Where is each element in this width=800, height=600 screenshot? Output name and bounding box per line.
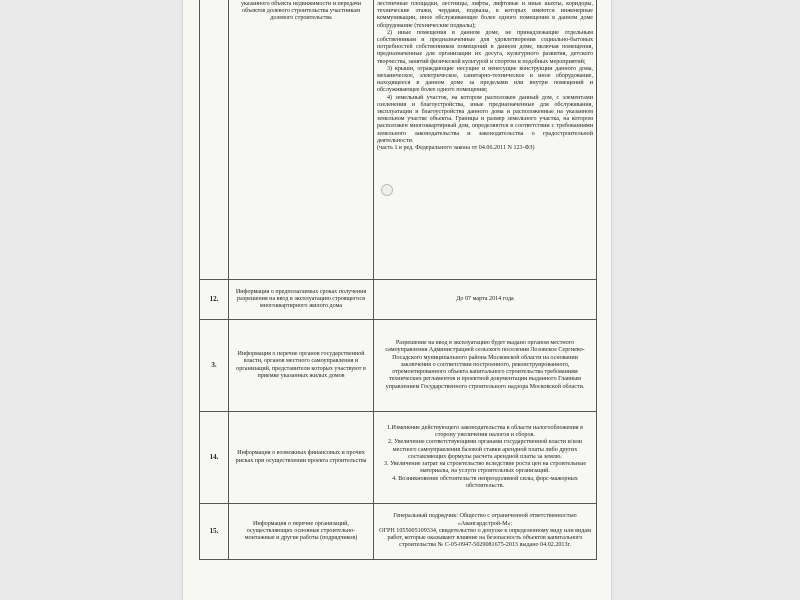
row-number: 12.: [200, 280, 229, 320]
row-content: [374, 320, 597, 412]
paragraph: Генеральный подрядчик: Общество с ограниченной ответственностью «Авангардстрой-М»:: [393, 513, 577, 527]
row-content: [374, 280, 597, 320]
row-content: [374, 412, 597, 504]
row-number: [200, 0, 229, 280]
row-content: [374, 504, 597, 560]
row-title: [229, 320, 374, 412]
table-row: [200, 0, 597, 280]
row-title-text: указанного объекта недвижимости и передачи объектов долевого строительства участникам долевого строительства: [240, 1, 362, 22]
paragraph: 2) иные помещения в данном доме, не принадлежащие отдельным собственникам и предназначенные для удовлетворения социально-бытовых потребностей собственников помещений в данном доме, включая помещения, предназначенные для организации их досуга, культурного развития, детского творчества, занятий физической культурой и спортом и подобных мероприятий;: [377, 29, 593, 65]
paragraph: (часть 1 в ред. Федерального закона от 04.06.2011 N 123-ФЗ): [377, 145, 535, 152]
row-number: 14.: [200, 412, 229, 504]
paragraph: 3) крыши, ограждающие несущие и ненесущие конструкции данного дома, механическое, электрическое, санитарно-техническое и иное оборудование, находящееся в данном доме за пределами или внутри помещений и обслуживающее более одного помещения;: [377, 65, 593, 94]
row-number: 3.: [200, 320, 229, 412]
table-row: [200, 504, 597, 560]
table-row: [200, 280, 597, 320]
paragraph: До 07 марта 2014 года: [456, 295, 514, 302]
paragraph: 2. Увеличение соответствующими органами государственной власти и/или местного самоуправления базовой ставки арендной платы либо других составляющих формулы расчета арендной платы за землю.: [387, 439, 583, 460]
project-declaration-table: [199, 0, 597, 560]
table-row: [200, 320, 597, 412]
paragraph: 4) земельный участок, на котором расположен данный дом, с элементами озеленения и благоустройства, иные предназначенные для обслуживания, эксплуатации и благоустройства данного дома и расположенные на указанном земельном участке объекты. Границы и размер земельного участка, на котором расположен многоквартирный дом, определяются в соответствии с требованиями земельного законодательства и законодательства о градостроительной деятельности.: [377, 94, 593, 144]
row-title: [229, 280, 374, 320]
row-title-text: Информация о возможных финансовых и прочих рисках при осуществлении проекта строительства: [235, 450, 367, 464]
row-title: [229, 504, 374, 560]
document-page: [183, 0, 611, 600]
row-title-text: Информация о предполагаемых сроках получения разрешения на ввод в эксплуатацию строящегося многоквартирного жилого дома: [235, 288, 367, 310]
row-title-text: Информация о перечне организаций, осуществляющих основные строительно-монтажные и другие работы (подрядчиков): [244, 520, 358, 542]
paragraph: Разрешение на ввод в эксплуатацию будет выдано органом местного самоуправления Администрацией сельского поселения Лозовское Сергиево-Посадского муниципального района Московской области на основании заключения о соответствии построенного, реконструированного, отремонтированного объекта капитального строительства требованиям технических регламентов и проектной документации выданного Главным управлением Государственного строительного надзора Московской области.: [385, 340, 585, 390]
row-number: 15.: [200, 504, 229, 560]
paragraph: ОГРН 1055005109334, свидетельство о допуске к определенному виду или видам работ, которые оказывают влияние на безопасность объектов капитального строительства № С-05-0947-5029081675-2013 выдано 04.02.2013г.: [379, 527, 591, 549]
paragraph: 1.Изменение действующего законодательства в области налогообложения в сторону увеличения налогов и сборов.: [386, 425, 584, 439]
paragraph: 3. Увеличение затрат на строительство вследствие роста цен на строительные материалы, на услуги строительных организаций.: [383, 461, 587, 475]
paragraph: 4. Возникновение обстоятельств непреодолимой силы, форс-мажорных обстоятельств.: [392, 475, 578, 489]
row-content: [374, 0, 597, 280]
paragraph: лестничные площадки, лестницы, лифты, лифтовые и иные шахты, коридоры, технические этажи, чердаки, подвалы, в которых имеются инженерные коммуникации, иное обслуживающее более одного помещения в данном доме оборудование (технические подвалы);: [377, 1, 593, 29]
row-title-text: Информация о перечне органов государственной власти, органов местного самоуправления и организаций, представители которых участвуют в приемке указанных жилых домов: [236, 351, 366, 379]
row-title: [229, 412, 374, 504]
table-row: [200, 412, 597, 504]
row-title: [229, 0, 374, 280]
